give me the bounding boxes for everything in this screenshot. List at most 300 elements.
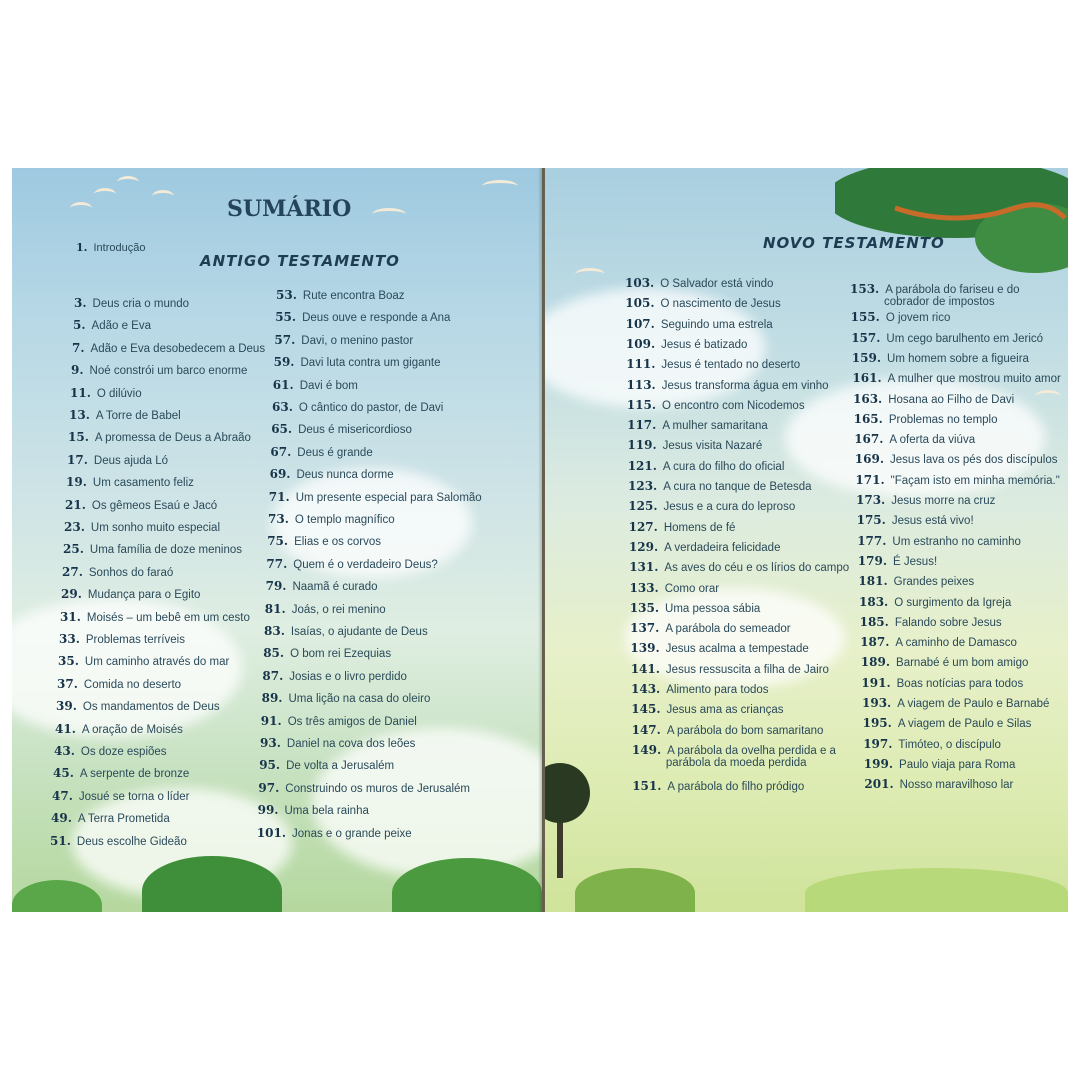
toc-entry — [860, 615, 1002, 629]
toc-entry — [266, 557, 437, 571]
toc-entry — [273, 378, 358, 392]
toc-entry-title: A mulher samaritana — [662, 420, 768, 433]
toc-entry-title: Problemas terríveis — [85, 634, 185, 646]
toc-entry — [852, 371, 1060, 385]
toc-page-number: 67. — [270, 444, 292, 459]
toc-page-number: 189. — [860, 655, 891, 670]
toc-page-number: 15. — [68, 430, 89, 445]
toc-entry — [54, 744, 167, 758]
toc-entry-title: A parábola do fariseu e do — [885, 284, 1020, 296]
toc-entry-title: Quem é o verdadeiro Deus? — [293, 558, 438, 571]
toc-entry — [856, 493, 995, 507]
toc-page-number: 43. — [54, 744, 75, 758]
toc-entry-title: Rute encontra Boaz — [302, 290, 405, 302]
toc-entry-title: Deus é grande — [297, 446, 373, 459]
toc-page-number: 195. — [862, 716, 892, 731]
toc-page-number: 127. — [628, 519, 658, 534]
toc-entry — [858, 554, 937, 568]
toc-entry — [268, 512, 395, 526]
toc-entry — [262, 691, 431, 705]
page-title: SUMÁRIO — [227, 196, 352, 222]
toc-page-number: 183. — [859, 594, 889, 609]
toc-page-number: 27. — [62, 564, 83, 579]
toc-entry-title: Um sonho muito especial — [90, 522, 221, 534]
toc-entry-title: Deus cria o mundo — [92, 298, 190, 310]
toc-entry — [854, 432, 975, 446]
section-title-antigo: ANTIGO TESTAMENTO — [200, 252, 400, 270]
toc-entry — [63, 542, 242, 556]
toc-entry-title: A mulher que mostrou muito amor — [887, 373, 1061, 386]
toc-page-number: 21. — [65, 497, 86, 512]
toc-page-number: 175. — [856, 513, 886, 528]
toc-page-number: 161. — [852, 371, 882, 386]
toc-entry-title: Construindo os muros de Jerusalém — [285, 782, 471, 795]
toc-entry — [51, 811, 170, 825]
toc-entry — [266, 579, 378, 593]
bush-decoration — [12, 880, 102, 912]
toc-page-number: 65. — [271, 422, 293, 437]
toc-entry — [275, 310, 450, 324]
toc-entry — [265, 602, 386, 616]
toc-entry-title: A parábola do semeador — [665, 623, 791, 636]
toc-entry-title: Isaías, o ajudante de Deus — [290, 626, 428, 638]
toc-entry — [62, 565, 173, 579]
toc-entry — [626, 337, 748, 351]
toc-entry — [57, 677, 181, 691]
toc-entry-title: Elias e os corvos — [294, 536, 382, 549]
toc-entry — [628, 459, 785, 473]
toc-page-number: 99. — [257, 803, 279, 818]
toc-entry — [853, 392, 1014, 406]
toc-page-number: 201. — [864, 777, 894, 792]
toc-entry — [852, 351, 1029, 365]
toc-page-number: 63. — [272, 400, 293, 414]
toc-page-number: 31. — [60, 609, 81, 624]
toc-entry — [631, 682, 769, 696]
toc-entry-title: A Terra Prometida — [77, 813, 170, 826]
toc-entry-title: Josias e o livro perdido — [289, 670, 407, 683]
toc-entry-title: O nascimento de Jesus — [660, 298, 781, 311]
toc-entry-title: As aves do céu e os lírios do campo — [664, 562, 850, 575]
toc-entry-title: Um homem sobre a figueira — [887, 352, 1029, 365]
toc-page-number: 129. — [628, 539, 659, 554]
toc-page-number: 159. — [851, 350, 882, 365]
toc-page-number: 61. — [272, 377, 294, 392]
toc-entry-title: Homens de fé — [663, 521, 736, 534]
toc-page-number: 197. — [863, 736, 893, 751]
toc-entry-title: Adão e Eva — [91, 320, 151, 333]
toc-entry — [629, 520, 736, 534]
toc-entry-title: A caminho de Damasco — [895, 637, 1017, 650]
toc-entry-title: Jesus transforma água em vinho — [661, 379, 829, 392]
toc-page-number: 17. — [67, 452, 88, 467]
toc-page-number: 9. — [71, 363, 84, 378]
toc-entry — [66, 475, 194, 489]
toc-page-number: 179. — [857, 553, 888, 568]
toc-entry-title: Falando sobre Jesus — [894, 616, 1002, 629]
toc-page-number: 7. — [72, 340, 85, 355]
toc-entry — [257, 826, 412, 840]
toc-entry-title: A parábola do bom samaritano — [666, 724, 824, 737]
toc-entry — [855, 473, 1059, 487]
tree-canopy-decoration — [835, 168, 1068, 278]
toc-entry — [631, 702, 783, 716]
toc-entry-title: Grandes peixes — [893, 576, 975, 589]
toc-entry-title: Jesus e a cura do leproso — [663, 501, 796, 514]
toc-entry-title: O bom rei Ezequias — [290, 648, 392, 661]
bird-icon — [70, 202, 92, 215]
toc-entry — [263, 646, 391, 660]
toc-page-number: 79. — [265, 579, 287, 594]
toc-entry-title: Davi luta contra um gigante — [300, 357, 441, 370]
toc-entry — [61, 587, 200, 601]
toc-page-number: 85. — [263, 646, 285, 661]
toc-entry-title: O surgimento da Igreja — [894, 596, 1012, 609]
toc-entry — [630, 641, 808, 655]
toc-entry-title: Os três amigos de Daniel — [287, 715, 417, 728]
toc-page-number: 167. — [854, 432, 884, 447]
toc-page-number: 185. — [859, 614, 889, 629]
toc-entry — [632, 779, 804, 793]
toc-entry — [860, 635, 1017, 649]
toc-entry-title: De volta a Jerusalém — [286, 760, 395, 773]
toc-entry — [626, 317, 773, 331]
toc-entry-title: Como orar — [664, 582, 720, 595]
toc-entry-title: Deus é misericordioso — [298, 424, 412, 437]
toc-entry-title: O templo magnífico — [294, 514, 395, 526]
toc-page-number: 115. — [626, 397, 657, 412]
toc-entry — [68, 430, 251, 444]
toc-entry-title: Introdução — [93, 242, 146, 254]
toc-page-number: 137. — [630, 621, 660, 636]
toc-page-number: 119. — [627, 438, 657, 453]
toc-entry-title: A promessa de Deus a Abraão — [94, 432, 251, 445]
toc-page-number: 149. — [631, 742, 662, 757]
toc-entry — [71, 363, 247, 377]
toc-entry-title: Adão e Eva desobedecem a Deus — [90, 342, 266, 355]
toc-entry-title: A parábola do filho pródigo — [667, 781, 805, 794]
toc-entry-title: É Jesus! — [893, 555, 938, 568]
bird-icon — [372, 208, 406, 221]
toc-entry — [260, 736, 415, 750]
toc-entry — [632, 743, 836, 769]
toc-page-number: 145. — [631, 702, 661, 717]
toc-entry — [627, 418, 768, 432]
bird-icon — [152, 190, 174, 203]
toc-page-number: 151. — [632, 779, 662, 794]
toc-entry-title: Barnabé é um bom amigo — [896, 657, 1029, 670]
toc-page-number: 41. — [55, 721, 76, 736]
toc-entry — [65, 498, 217, 512]
toc-entry-title: Um estranho no caminho — [892, 535, 1021, 548]
toc-entry — [64, 520, 220, 534]
toc-entry-title: A serpente de bronze — [79, 768, 190, 781]
toc-entry — [627, 378, 829, 392]
toc-page-number: 147. — [631, 722, 661, 737]
toc-entry-title: Jesus está vivo! — [891, 515, 974, 528]
toc-entry — [270, 445, 372, 459]
toc-entry-title: Naamã é curado — [292, 581, 378, 594]
toc-entry-title: A cura no tanque de Betesda — [663, 481, 812, 493]
section-title-novo: NOVO TESTAMENTO — [763, 234, 945, 252]
toc-page-number: 109. — [625, 336, 656, 351]
toc-page-number: 123. — [628, 479, 658, 493]
toc-entry-title: Um presente especial para Salomão — [295, 491, 482, 504]
toc-entry-title: Um casamento feliz — [92, 477, 194, 490]
toc-entry — [52, 789, 189, 803]
toc-entry — [264, 624, 428, 638]
toc-entry — [864, 777, 1013, 791]
toc-entry-title: Moisés – um bebê em um cesto — [86, 611, 250, 624]
toc-page-number: 87. — [262, 668, 284, 683]
toc-page-number: 165. — [853, 411, 883, 426]
toc-entry — [73, 318, 151, 332]
toc-entry — [258, 781, 470, 795]
toc-page-number: 29. — [61, 587, 82, 602]
toc-entry-title: A verdadeira felicidade — [664, 541, 781, 554]
toc-entry-title: A parábola da ovelha perdida e a — [667, 744, 836, 757]
toc-page-number: 51. — [50, 833, 71, 848]
toc-entry-title: Jesus morre na cruz — [891, 495, 996, 507]
toc-entry-title: Davi, o menino pastor — [301, 334, 414, 347]
toc-entry-title: Jesus acalma a tempestade — [665, 643, 809, 656]
toc-entry-title: Sonhos do faraó — [88, 566, 174, 579]
toc-page-number: 37. — [57, 676, 78, 691]
right-page — [545, 168, 1068, 912]
toc-page-number: 97. — [258, 780, 280, 795]
toc-entry-title: Timóteo, o discípulo — [898, 738, 1001, 751]
toc-entry — [70, 386, 142, 400]
toc-page-number: 107. — [625, 316, 655, 331]
toc-page-number: 13. — [69, 408, 90, 422]
toc-entry-title: Jesus ama as crianças — [666, 704, 784, 717]
toc-entry — [864, 757, 1016, 771]
toc-page-number: 199. — [863, 756, 894, 771]
toc-page-number: 173. — [856, 493, 886, 507]
toc-entry-title: Hosana ao Filho de Davi — [888, 393, 1015, 406]
toc-entry-title: Um cego barulhento em Jericó — [886, 332, 1044, 345]
toc-page-number: 33. — [59, 632, 80, 646]
bush-decoration — [575, 868, 695, 912]
toc-entry — [630, 581, 720, 595]
toc-entry — [258, 803, 369, 817]
toc-entry — [60, 610, 250, 624]
toc-page-number: 69. — [269, 467, 291, 482]
toc-entry — [863, 737, 1001, 751]
toc-page-number: 121. — [627, 458, 657, 473]
toc-entry — [50, 834, 187, 848]
toc-entry — [863, 716, 1032, 730]
toc-page-number: 155. — [850, 310, 880, 325]
toc-entry-title: O dilúvio — [96, 387, 142, 400]
toc-entry-title: Jesus é tentado no deserto — [661, 359, 801, 372]
toc-page-number: 35. — [58, 654, 79, 669]
toc-entry — [72, 341, 265, 355]
toc-entry — [861, 676, 1023, 690]
toc-entry-title: O Salvador está vindo — [660, 278, 774, 290]
toc-entry-title: Josué se torna o líder — [78, 790, 190, 803]
toc-page-number: 157. — [851, 330, 881, 345]
toc-page-number: 187. — [860, 635, 890, 650]
toc-page-number: 93. — [260, 736, 281, 750]
toc-entry-title-continued: cobrador de impostos — [884, 296, 995, 308]
toc-page-number: 71. — [268, 489, 290, 504]
toc-entry-title: Os doze espiões — [80, 746, 167, 758]
toc-page-number: 75. — [267, 534, 289, 549]
toc-entry — [627, 438, 762, 452]
toc-entry — [274, 355, 441, 369]
toc-entry-title: Jonas e o grande peixe — [292, 827, 412, 840]
toc-entry-title: Os gêmeos Esaú e Jacó — [91, 499, 218, 512]
toc-page-number: 101. — [256, 825, 287, 840]
toc-page-number: 177. — [857, 533, 887, 548]
toc-entry-title: Nosso maravilhoso lar — [899, 779, 1014, 792]
toc-entry — [270, 467, 394, 481]
toc-entry — [269, 490, 482, 504]
toc-page-number: 5. — [73, 318, 86, 333]
toc-page-number: 3. — [74, 296, 87, 310]
bird-icon — [575, 268, 605, 281]
toc-entry — [861, 655, 1029, 669]
toc-entry-title: Problemas no templo — [888, 413, 998, 426]
toc-entry-title: Paulo viaja para Roma — [899, 758, 1016, 771]
toc-page-number: 39. — [56, 699, 77, 714]
toc-page-number: 153. — [850, 282, 880, 296]
toc-entry — [272, 400, 443, 414]
toc-entry — [67, 453, 168, 467]
toc-entry — [627, 398, 805, 412]
toc-page-number: 135. — [629, 600, 660, 615]
toc-entry — [625, 276, 773, 290]
toc-page-number: 47. — [52, 788, 73, 803]
toc-entry-title: A viagem de Paulo e Silas — [897, 718, 1032, 731]
toc-page-number: 45. — [53, 766, 74, 781]
toc-entry — [274, 333, 413, 347]
toc-page-number: 143. — [631, 682, 661, 696]
toc-entry-title: Um caminho através do mar — [84, 656, 230, 669]
toc-entry-title: Deus escolhe Gideão — [76, 835, 187, 848]
toc-entry-title: Alimento para todos — [666, 684, 769, 696]
toc-entry-title: Comida no deserto — [83, 678, 182, 691]
toc-page-number: 83. — [264, 624, 285, 638]
toc-page-number: 77. — [266, 556, 288, 571]
toc-entry-title: Davi é bom — [299, 379, 358, 392]
bird-icon — [1035, 390, 1061, 403]
toc-page-number: 133. — [629, 580, 659, 595]
toc-entry-title: Uma pessoa sábia — [665, 602, 761, 615]
toc-entry-title: A cura do filho do oficial — [662, 460, 785, 473]
toc-page-number: 113. — [626, 377, 656, 392]
toc-entry — [862, 696, 1049, 710]
toc-entry — [858, 574, 974, 588]
toc-entry-title: Deus nunca dorme — [296, 469, 394, 482]
toc-entry-title: Uma lição na casa do oleiro — [288, 693, 431, 706]
toc-page-number: 163. — [853, 391, 883, 406]
toc-page-number: 111. — [626, 357, 656, 372]
toc-entry — [859, 595, 1011, 609]
toc-entry-title: Joás, o rei menino — [291, 603, 386, 616]
toc-entry — [58, 654, 229, 668]
toc-page-number: 125. — [628, 499, 658, 514]
toc-entry-title: Jesus é batizado — [661, 338, 748, 351]
toc-entry — [59, 632, 185, 646]
toc-entry-title: Daniel na cova dos leões — [286, 738, 416, 750]
toc-entry — [632, 723, 824, 737]
toc-entry — [267, 534, 381, 548]
toc-entry-title: Os mandamentos de Deus — [82, 701, 220, 714]
toc-page-number: 23. — [64, 520, 85, 534]
toc-entry-title: O cântico do pastor, de Davi — [298, 402, 444, 414]
open-book — [12, 168, 1068, 912]
toc-page-number: 19. — [66, 475, 87, 490]
toc-page-number: 181. — [858, 574, 888, 589]
toc-entry-title: Deus ajuda Ló — [93, 454, 169, 467]
toc-entry — [276, 288, 405, 302]
toc-entry-title: A viagem de Paulo e Barnabé — [897, 698, 1050, 710]
bird-icon — [94, 188, 116, 201]
toc-entry — [857, 513, 974, 527]
toc-page-number: 73. — [268, 512, 289, 526]
toc-entry — [630, 601, 760, 615]
toc-entry — [55, 722, 183, 736]
toc-entry — [851, 331, 1043, 345]
toc-entry — [851, 310, 951, 324]
toc-page-number: 169. — [854, 452, 885, 467]
left-page — [12, 168, 542, 912]
toc-page-number: 55. — [275, 310, 297, 325]
toc-entry-title: Uma família de doze meninos — [89, 544, 243, 557]
toc-entry-title: A oração de Moisés — [81, 723, 183, 736]
toc-page-number: 191. — [861, 675, 891, 690]
toc-entry — [630, 621, 791, 635]
toc-entry — [53, 766, 189, 780]
toc-entry-title: Jesus ressuscita a filha de Jairo — [665, 663, 829, 676]
toc-entry — [854, 412, 998, 426]
toc-page-number: 117. — [627, 418, 657, 433]
toc-page-number: 131. — [629, 560, 659, 575]
toc-entry-title: Mudança para o Egito — [87, 589, 201, 602]
toc-entry — [626, 357, 800, 371]
toc-entry — [625, 296, 780, 310]
toc-entry — [56, 699, 220, 713]
toc-entry — [261, 714, 417, 728]
hill-decoration — [805, 868, 1068, 912]
toc-entry — [74, 296, 189, 310]
bird-icon — [482, 180, 518, 193]
toc-page-number: 1. — [76, 241, 88, 254]
toc-page-number: 11. — [70, 385, 91, 400]
toc-page-number: 105. — [625, 296, 655, 311]
toc-page-number: 193. — [862, 696, 892, 710]
toc-entry-title: Jesus visita Nazaré — [662, 440, 763, 453]
toc-entry-title: O jovem rico — [885, 312, 951, 325]
toc-page-number: 141. — [630, 661, 660, 676]
toc-entry — [69, 408, 181, 422]
palm-tree-decoration — [545, 758, 597, 878]
toc-page-number: 171. — [855, 472, 885, 487]
toc-entry-title-continued: parábola da moeda perdida — [665, 756, 807, 769]
toc-page-number: 49. — [51, 811, 72, 826]
toc-page-number: 57. — [274, 332, 296, 347]
toc-page-number: 59. — [273, 355, 295, 370]
toc-entry-title: "Façam isto em minha memória." — [890, 474, 1060, 487]
toc-entry — [628, 499, 795, 513]
toc-page-number: 139. — [630, 641, 660, 656]
toc-page-number: 53. — [276, 288, 297, 302]
toc-entry — [631, 662, 829, 676]
toc-page-number: 91. — [260, 713, 282, 728]
toc-entry — [855, 452, 1058, 466]
